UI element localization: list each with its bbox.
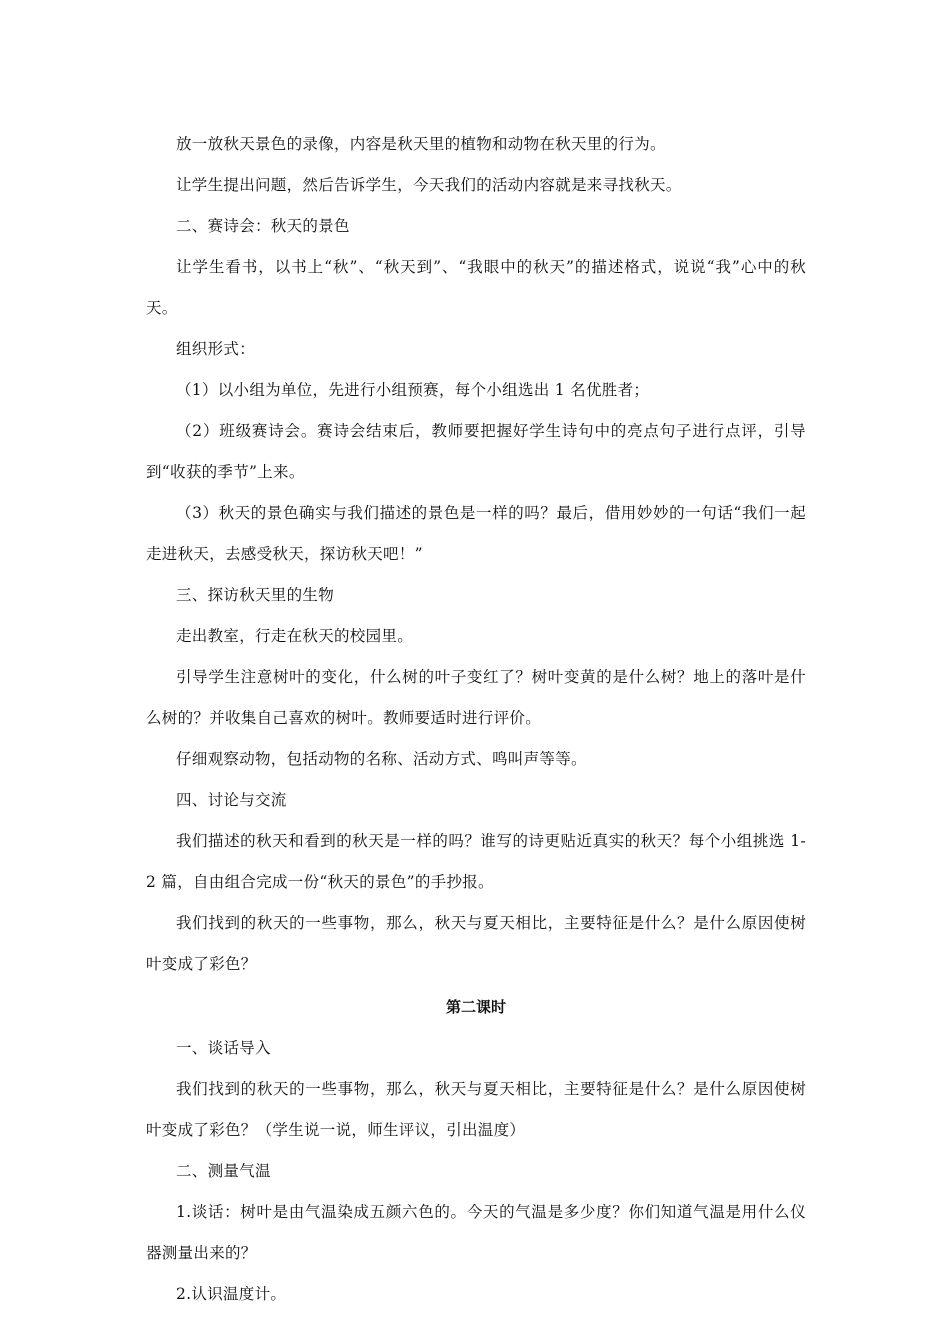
paragraph: 组织形式： (176, 340, 256, 358)
paragraph: 我们找到的秋天的一些事物，那么，秋天与夏天相比，主要特征是什么？是什么原因使树叶变成了彩色？（学生说一说，师生评议，引出温度） (146, 1080, 806, 1139)
list-item: （1）以小组为单位，先进行小组预赛，每个小组选出 1 名优胜者； (176, 381, 650, 399)
paragraph: 我们描述的秋天和看到的秋天是一样的吗？谁写的诗更贴近真实的秋天？每个小组挑选 1-2 篇，自由组合完成一份“秋天的景色”的手抄报。 (146, 832, 806, 891)
paragraph: 仔细观察动物，包括动物的名称、活动方式、鸣叫声等等。 (176, 750, 587, 768)
list-item: （2）班级赛诗会。赛诗会结束后，教师要把握好学生诗句中的亮点句子进行点评，引导到“收获的季节”上来。 (146, 422, 806, 481)
section-heading-3: 三、探访秋天里的生物 (176, 586, 335, 604)
paragraph: 让学生提出问题，然后告诉学生，今天我们的活动内容就是来寻找秋天。 (176, 176, 682, 194)
paragraph: 走出教室，行走在秋天的校园里。 (176, 627, 414, 645)
section-heading-4: 四、讨论与交流 (176, 791, 287, 809)
list-item: 2.认识温度计。 (176, 1285, 287, 1303)
list-item: （3）秋天的景色确实与我们描述的景色是一样的吗？最后，借用妙妙的一句话“我们一起走进秋天，去感受秋天，探访秋天吧！” (146, 504, 806, 563)
paragraph: 引导学生注意树叶的变化，什么树的叶子变红了？树叶变黄的是什么树？地上的落叶是什么树的？并收集自己喜欢的树叶。教师要适时进行评价。 (146, 668, 806, 727)
section-heading-2: 二、测量气温 (176, 1162, 271, 1180)
paragraph: 我们找到的秋天的一些事物，那么，秋天与夏天相比，主要特征是什么？是什么原因使树叶变成了彩色？ (146, 914, 806, 973)
list-item: 1.谈话：树叶是由气温染成五颜六色的。今天的气温是多少度？你们知道气温是用什么仪器测量出来的？ (146, 1203, 806, 1262)
paragraph: 让学生看书，以书上“秋”、“秋天到”、“我眼中的秋天”的描述格式，说说“我”心中的秋天。 (146, 258, 806, 317)
document-body (146, 124, 806, 1315)
section-heading-1: 一、谈话导入 (176, 1039, 271, 1057)
paragraph: 放一放秋天景色的录像，内容是秋天里的植物和动物在秋天里的行为。 (176, 135, 666, 153)
lesson-title: 第二课时 (445, 998, 506, 1016)
section-heading-2: 二、赛诗会：秋天的景色 (176, 217, 350, 235)
